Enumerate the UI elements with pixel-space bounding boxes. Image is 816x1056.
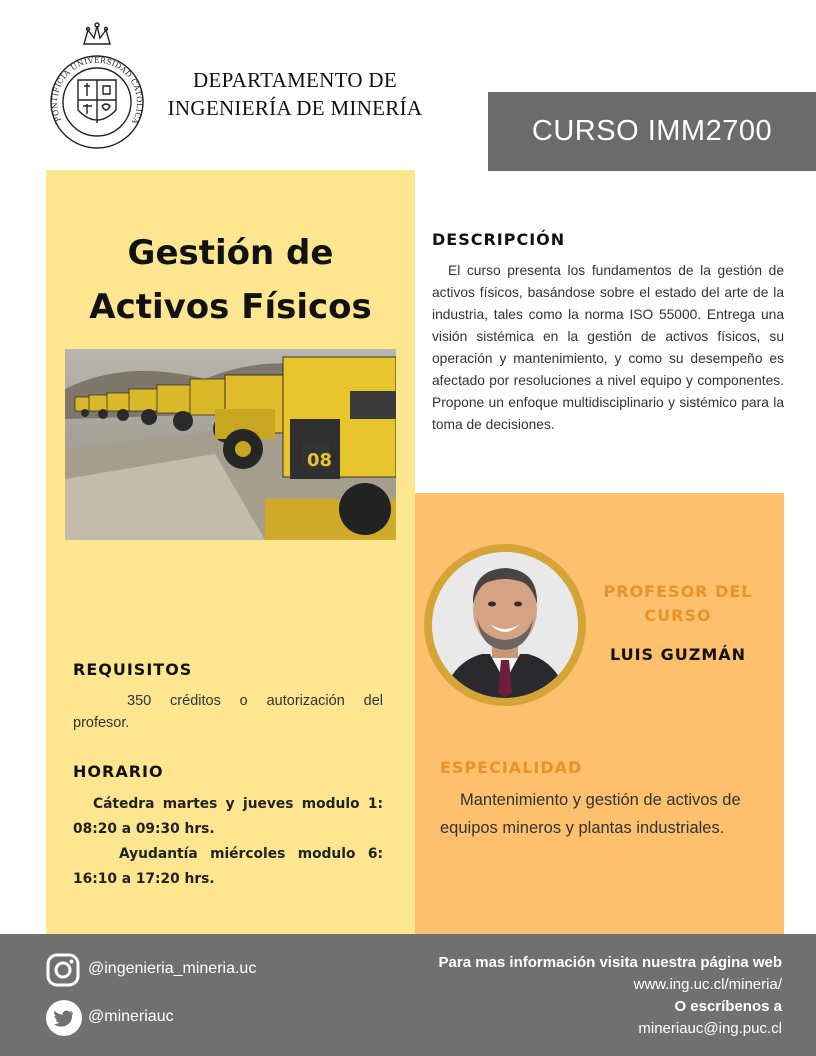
department-line-2: INGENIERÍA DE MINERÍA (167, 96, 423, 120)
specialty-heading: ESPECIALIDAD (440, 758, 583, 777)
schedule-lecture: Cátedra martes y jueves modulo 1: 08:20 a 09:30 hrs. (73, 796, 383, 837)
professor-photo (432, 552, 578, 698)
write-us-label: O escríbenos a (674, 998, 782, 1015)
course-title-line-2: Activos Físicos (89, 287, 372, 327)
course-title-line-1: Gestión de (127, 233, 334, 273)
professor-name: LUIS GUZMÁN (609, 645, 747, 664)
course-code: CURSO IMM2700 (531, 115, 773, 147)
professor-heading (590, 580, 766, 628)
schedule-heading: HORARIO (73, 762, 164, 781)
twitter-icon[interactable] (46, 1000, 82, 1036)
contact-info-label: Para mas información visita nuestra página web (438, 954, 782, 971)
truck-number: 08 (307, 450, 333, 471)
description-heading: DESCRIPCIÓN (432, 230, 566, 249)
instagram-icon[interactable] (46, 953, 80, 987)
requirements-text: 350 créditos o autorización del profesor. (73, 693, 383, 731)
professor-heading-line-2: CURSO (644, 606, 712, 625)
svg-text:PONTIFICIA UNIVERSIDAD CATÓLIC: PONTIFICIA UNIVERSIDAD CATÓLICA (49, 55, 145, 126)
description-text (432, 260, 784, 436)
schedule-assistantship: Ayudantía miércoles modulo 6: 16:10 a 17:20 hrs. (73, 846, 383, 887)
schedule-text (73, 792, 383, 892)
twitter-handle[interactable]: @mineriauc (88, 1008, 174, 1025)
mining-trucks-photo (65, 349, 396, 540)
professor-heading-line-1: PROFESOR DEL (603, 582, 753, 601)
university-seal-logo (48, 22, 146, 150)
department-line-1: DEPARTAMENTO DE (193, 68, 397, 92)
contact-info (362, 952, 782, 1040)
specialty-text: Mantenimiento y gestión de activos de equipos mineros y plantas industriales. (440, 791, 741, 837)
description-text-content: El curso presenta los fundamentos de la gestión de activos físicos, basándose sobre el estado del arte de la industria, tales como la norma ISO 55000. Entrega una visión sistémica en la gestión de activos físicos, su operación y mantenimiento, y como su desempeño es afectado por resoluciones a nivel equipo y componentes. Propone un enfoque multidisciplinario y sistémico para la toma de decisiones. (432, 263, 784, 432)
website-link[interactable]: www.ing.uc.cl/mineria/ (633, 976, 782, 993)
requirements-heading: REQUISITOS (73, 660, 193, 679)
instagram-handle[interactable]: @ingenieria_mineria.uc (88, 960, 257, 977)
course-title (46, 226, 415, 334)
email-link[interactable]: mineriauc@ing.puc.cl (638, 1020, 782, 1037)
department-name (150, 66, 440, 122)
